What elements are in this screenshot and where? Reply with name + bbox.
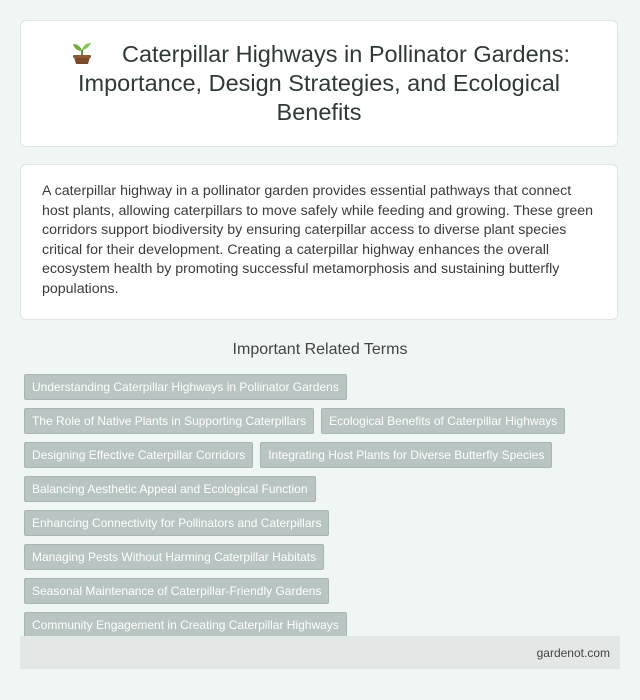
related-terms-heading: Important Related Terms	[232, 341, 408, 358]
term-tag[interactable]: Designing Effective Caterpillar Corridors	[24, 442, 253, 468]
related-terms-list	[24, 374, 614, 638]
title-card	[20, 20, 618, 147]
sprout-icon-graphic	[68, 41, 96, 65]
term-tag[interactable]: Understanding Caterpillar Highways in Pollinator Gardens	[24, 374, 347, 400]
term-tag[interactable]: Managing Pests Without Harming Caterpillar Habitats	[24, 544, 324, 570]
footer-site-link[interactable]: gardenot.com	[536, 646, 610, 660]
term-tag[interactable]: Balancing Aesthetic Appeal and Ecological Function	[24, 476, 316, 502]
term-tag[interactable]: Ecological Benefits of Caterpillar Highways	[321, 408, 565, 434]
term-tag[interactable]: Enhancing Connectivity for Pollinators and Caterpillars	[24, 510, 329, 536]
term-tag[interactable]: Community Engagement in Creating Caterpillar Highways	[24, 612, 347, 638]
term-tag[interactable]: Integrating Host Plants for Diverse Butterfly Species	[260, 442, 552, 468]
term-tag[interactable]: Seasonal Maintenance of Caterpillar-Friendly Gardens	[24, 578, 329, 604]
sprout-icon	[68, 41, 96, 65]
footer	[20, 636, 620, 669]
page-title-text: Caterpillar Highways in Pollinator Gardens: Importance, Design Strategies, and Ecological Benefits	[77, 41, 570, 125]
intro-paragraph: A caterpillar highway in a pollinator garden provides essential pathways that connect host plants, allowing caterpillars to move safely while feeding and growing. These green corridors support biodiversity by ensuring caterpillar access to diverse plant species critical for their development. Creating a caterpillar highway enhances the overall ecosystem health by promoting successful metamorphosis and sustaining butterfly populations.	[42, 183, 593, 297]
page-title	[21, 40, 617, 127]
term-tag[interactable]: The Role of Native Plants in Supporting Caterpillars	[24, 408, 314, 434]
intro-card	[20, 164, 618, 320]
